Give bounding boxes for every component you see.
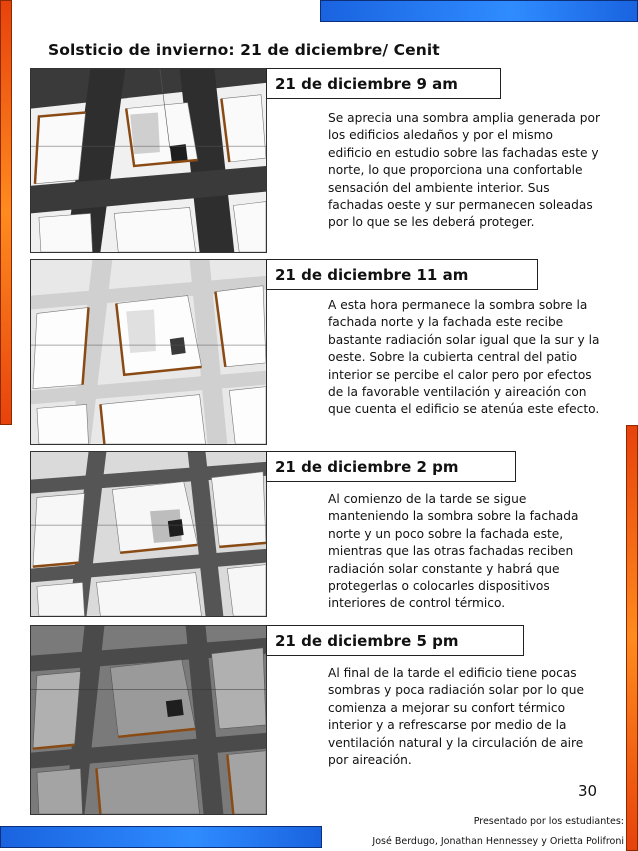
shadow-study-image-9am <box>30 68 267 253</box>
page-title: Solsticio de invierno: 21 de diciembre/ Cenit <box>48 41 440 59</box>
description-2pm: Al comienzo de la tarde se sigue manteniendo la sombra sobre la fachada norte y un poco sobre la fachada este, mientras que las otras fachadas reciben radiación solar constante y habrá que protegerlas o colocarles dispositivos interiores de control térmico. <box>328 492 579 611</box>
section-2pm <box>30 451 630 617</box>
page-number: 30 <box>578 782 598 800</box>
shadow-study-image-5pm <box>30 625 267 815</box>
section-5pm <box>30 625 630 815</box>
section-9am <box>30 68 630 253</box>
left-decorative-bar <box>0 0 12 425</box>
description-5pm: Al final de la tarde el edificio tiene pocas sombras y poca radiación solar por lo que comienza a mejorar su confort térmico interior y a refrescarse por medio de la ventilación natural y la circulación de aire por aireación. <box>328 666 584 768</box>
description-11am: A esta hora permanece la sombra sobre la fachada norte y la fachada este recibe bastante radiación solar igual que la sur y la oeste. Sobre la cubierta central del patio interior se percibe el calor pero por efectos de la favorable ventilación y aireación con que cuenta el edificio se atenúa este efecto. <box>328 298 600 417</box>
top-decorative-bar <box>320 0 638 22</box>
shadow-study-image-11am <box>30 259 267 445</box>
bottom-decorative-bar <box>0 826 322 848</box>
time-label-5pm: 21 de diciembre 5 pm <box>266 625 524 656</box>
footer-presented-by: Presentado por los estudiantes: <box>473 816 624 827</box>
footer-authors: José Berdugo, Jonathan Hennessey y Orietta Polifroni <box>372 836 624 847</box>
description-9am: Se aprecia una sombra amplia generada por los edificios aledaños y por el mismo edificio en estudio sobre las fachadas este y norte, lo que proporciona una confortable sensación del ambiente interior. Sus fachadas oeste y sur permanecen soleadas por lo que se les deberá proteger. <box>328 111 600 230</box>
time-label-9am: 21 de diciembre 9 am <box>266 68 501 99</box>
time-label-11am: 21 de diciembre 11 am <box>266 259 538 290</box>
time-label-2pm: 21 de diciembre 2 pm <box>266 451 516 482</box>
shadow-study-image-2pm <box>30 451 267 617</box>
section-11am <box>30 259 630 445</box>
